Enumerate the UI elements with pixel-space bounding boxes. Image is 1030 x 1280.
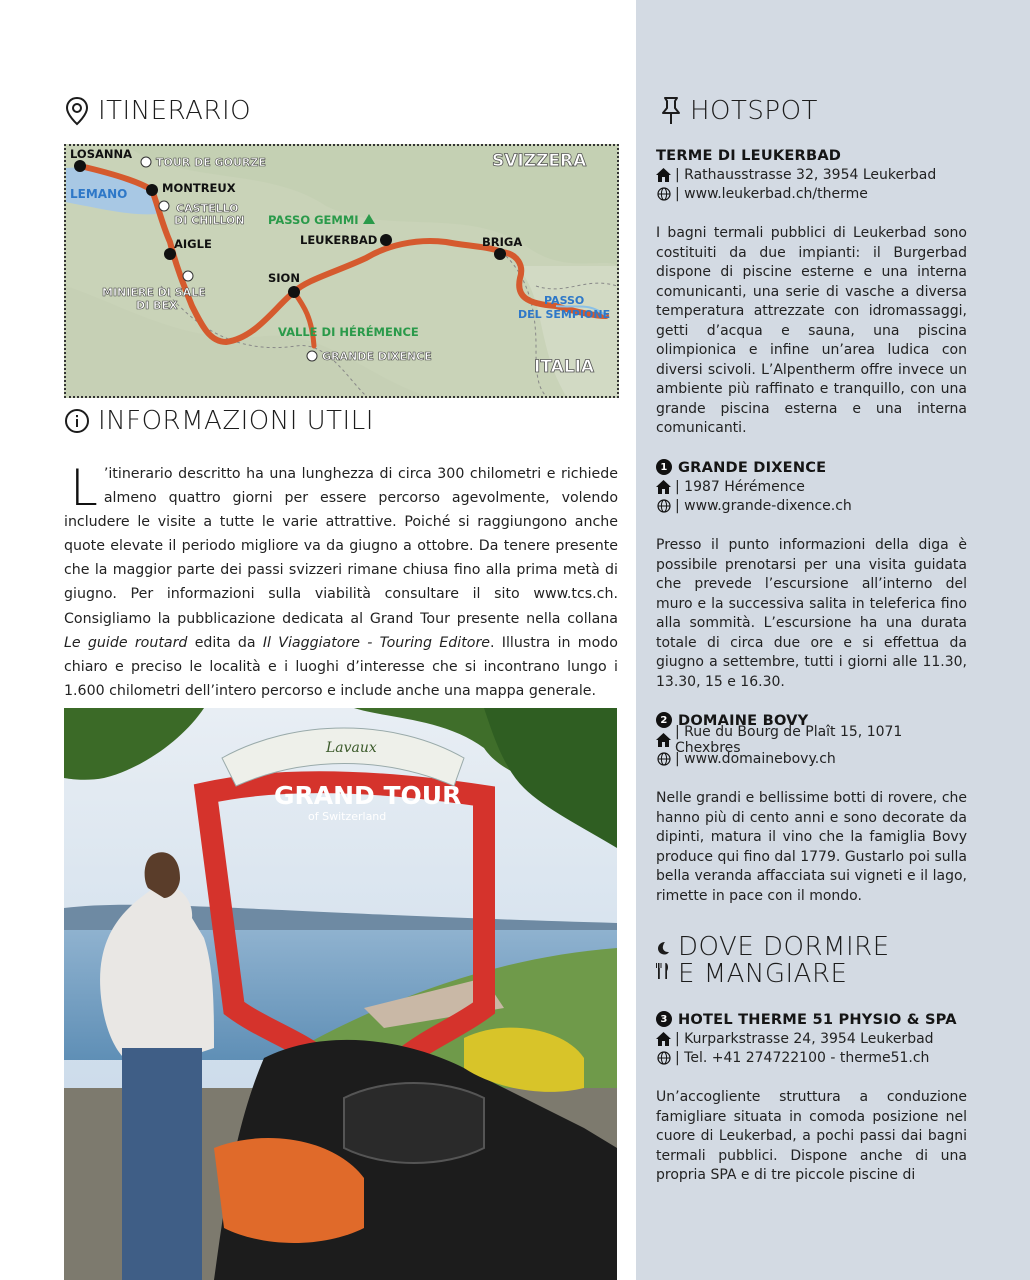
map-label-briga: BRIGA bbox=[482, 235, 523, 249]
pushpin-icon bbox=[660, 96, 682, 126]
sign-lavaux: Lavaux bbox=[326, 740, 377, 756]
map-label-montreux: MONTREUX bbox=[162, 181, 236, 195]
entry-address: | Rue du Bourg de Plaît 15, 1071 Chexbres bbox=[656, 730, 967, 750]
info-paragraph bbox=[64, 459, 618, 703]
entry-description: Presso il punto informazioni della diga è possibile prenotarsi per una visita guidata che prevede l’escursione all’interno del muro e la successiva salita in teleferica fino alla sommità. L’escursione ha una durata totale di circa due ore e si effettua da giugno a settembre, tutti i giorni alle 11.30, 13.30, 15 e 16.30. bbox=[656, 537, 967, 690]
entry-title: 3 HOTEL THERME 51 PHYSIO & SPA bbox=[656, 1009, 967, 1029]
entry-title: TERME DI LEUKERBAD bbox=[656, 146, 842, 164]
number-badge: 2 bbox=[656, 712, 672, 728]
map-label-bex-2: DI BEX bbox=[136, 299, 178, 312]
sleep-heading bbox=[656, 934, 890, 988]
home-icon bbox=[656, 732, 671, 747]
map-label-svizzera: SVIZZERA bbox=[492, 151, 587, 171]
home-icon bbox=[656, 1031, 671, 1046]
grand-tour-photo bbox=[64, 708, 617, 1280]
map-label-chillon-1: CASTELLO bbox=[176, 202, 239, 215]
number-badge: 1 bbox=[656, 459, 672, 475]
map-label-lake: LEMANO bbox=[70, 187, 128, 201]
info-text-1: ’itinerario descritto ha una lunghezza di circa 300 chilometri e richiede almeno quattro giorni per essere percorso agevolmente, volendo includere le visite a tutte le varie attrattive. Poiché si raggiungono anche quote elevate il periodo migliore va da giugno a ottobre. Da tenere presente che la maggior parte dei passi svizzeri rimane chiusa fino alla prima metà di giugno. Per informazioni sulla viabilità consultare il sito www.tcs.ch. Consigliamo la pubblicazione dedicata al Grand Tour presente nella collana bbox=[64, 466, 618, 627]
hotspot-heading bbox=[660, 96, 818, 126]
entry-address: | Rathausstrasse 32, 3954 Leukerbad bbox=[656, 165, 967, 185]
number-badge: 3 bbox=[656, 1011, 672, 1027]
hotspot-entry-leukerbad bbox=[656, 145, 967, 439]
map-label-heremence: VALLE DI HÉRÉMENCE bbox=[278, 325, 419, 339]
info-title: INFORMAZIONI UTILI bbox=[98, 406, 374, 436]
sleep-entry-therme51 bbox=[656, 1009, 967, 1186]
map-label-sempione-2: DEL SEMPIONE bbox=[518, 308, 611, 321]
entry-web[interactable]: | www.domainebovy.ch bbox=[656, 750, 967, 770]
entry-address: | 1987 Hérémence bbox=[656, 477, 967, 497]
sleep-title-2: E MANGIARE bbox=[678, 959, 848, 989]
cutlery-icon bbox=[656, 963, 670, 979]
map-label-chillon-2: DI CHILLON bbox=[174, 214, 245, 227]
map-label-losanna: LOSANNA bbox=[70, 147, 133, 161]
sign-of-switzerland: of Switzerland bbox=[308, 810, 387, 823]
entry-web[interactable]: | www.grande-dixence.ch bbox=[656, 497, 967, 517]
map-label-sempione-1: PASSO bbox=[544, 294, 585, 307]
home-icon bbox=[656, 167, 671, 182]
itinerary-heading bbox=[64, 96, 251, 126]
entry-description: Nelle grandi e bellissime botti di rovere, che hanno più di cento anni e sono decorate da dipinti, matura il vino che la famiglia Bovy produce qui fino dal 1779. Gustarlo poi sulla bella veranda affacciata sui vigneti e il lago, rimette in pace con il mondo. bbox=[656, 790, 967, 904]
entry-web[interactable]: | www.leukerbad.ch/therme bbox=[656, 185, 967, 205]
map-label-leukerbad: LEUKERBAD bbox=[300, 233, 378, 247]
entry-title: 1 GRANDE DIXENCE bbox=[656, 457, 967, 477]
moon-icon bbox=[656, 941, 670, 955]
entry-description: I bagni termali pubblici di Leukerbad sono costituiti da due impianti: il Burgerbad dispone di piscine esterne e una interna comunicanti, una serie di vasche a diversa temperatura attrezzate con idromassaggi, getti d’acqua e sauna, una piscina olimpionica e infine un’area ludica con diversi scivoli. L’Alpentherm offre invece un ambiente più raffinato e tranquillo, con una grande piscina esterna e una interna comunicanti. bbox=[656, 225, 967, 436]
info-italic-2: Il Viaggiatore - Touring Editore bbox=[262, 634, 491, 651]
globe-icon bbox=[656, 1051, 671, 1066]
globe-icon bbox=[656, 752, 671, 767]
hotspot-title: HOTSPOT bbox=[690, 96, 818, 126]
map-label-italia: ITALIA bbox=[534, 357, 595, 377]
map-pin-icon bbox=[64, 96, 90, 126]
drop-cap: L bbox=[70, 459, 98, 517]
hotspot-entry-domaine-bovy bbox=[656, 710, 967, 906]
map-label-dixence: GRANDE DIXENCE bbox=[322, 350, 432, 363]
hotspot-entry-grande-dixence bbox=[656, 457, 967, 692]
map-label-aigle: AIGLE bbox=[174, 237, 212, 251]
info-heading bbox=[64, 406, 374, 436]
sleep-title-1: DOVE DORMIRE bbox=[678, 932, 890, 962]
info-italic-1: Le guide routard bbox=[64, 634, 188, 651]
entry-title: 2 DOMAINE BOVY bbox=[656, 710, 967, 730]
info-text-3: . Illustra in modo chiaro e preciso le località e i luoghi d’interesse che si incontrano lungo i 1.600 chilometri dell’intero percorso e include anche una mappa generale. bbox=[64, 634, 618, 699]
globe-icon bbox=[656, 187, 671, 202]
info-text-2: edita da bbox=[187, 634, 263, 651]
sign-grand-tour: GRAND TOUR bbox=[274, 781, 462, 810]
map-label-gemmi: PASSO GEMMI bbox=[268, 213, 359, 227]
info-icon bbox=[64, 408, 90, 434]
entry-address: | Kurparkstrasse 24, 3954 Leukerbad bbox=[656, 1029, 967, 1049]
route-map bbox=[64, 144, 619, 398]
map-label-bex-1: MINIERE DI SALE bbox=[102, 286, 206, 299]
itinerary-title: ITINERARIO bbox=[98, 96, 252, 126]
globe-icon bbox=[656, 499, 671, 514]
entry-web[interactable]: | Tel. +41 274722100 - therme51.ch bbox=[656, 1049, 967, 1069]
home-icon bbox=[656, 479, 671, 494]
map-label-sion: SION bbox=[268, 271, 300, 285]
map-label-gourze: TOUR DE GOURZE bbox=[156, 156, 266, 169]
entry-description: Un’accogliente struttura a conduzione famigliare situata in comoda posizione nel cuore di Leukerbad, a pochi passi dai bagni termali pubblici. Dispone anche di una propria SPA e di tre piccole piscine di bbox=[656, 1089, 967, 1183]
